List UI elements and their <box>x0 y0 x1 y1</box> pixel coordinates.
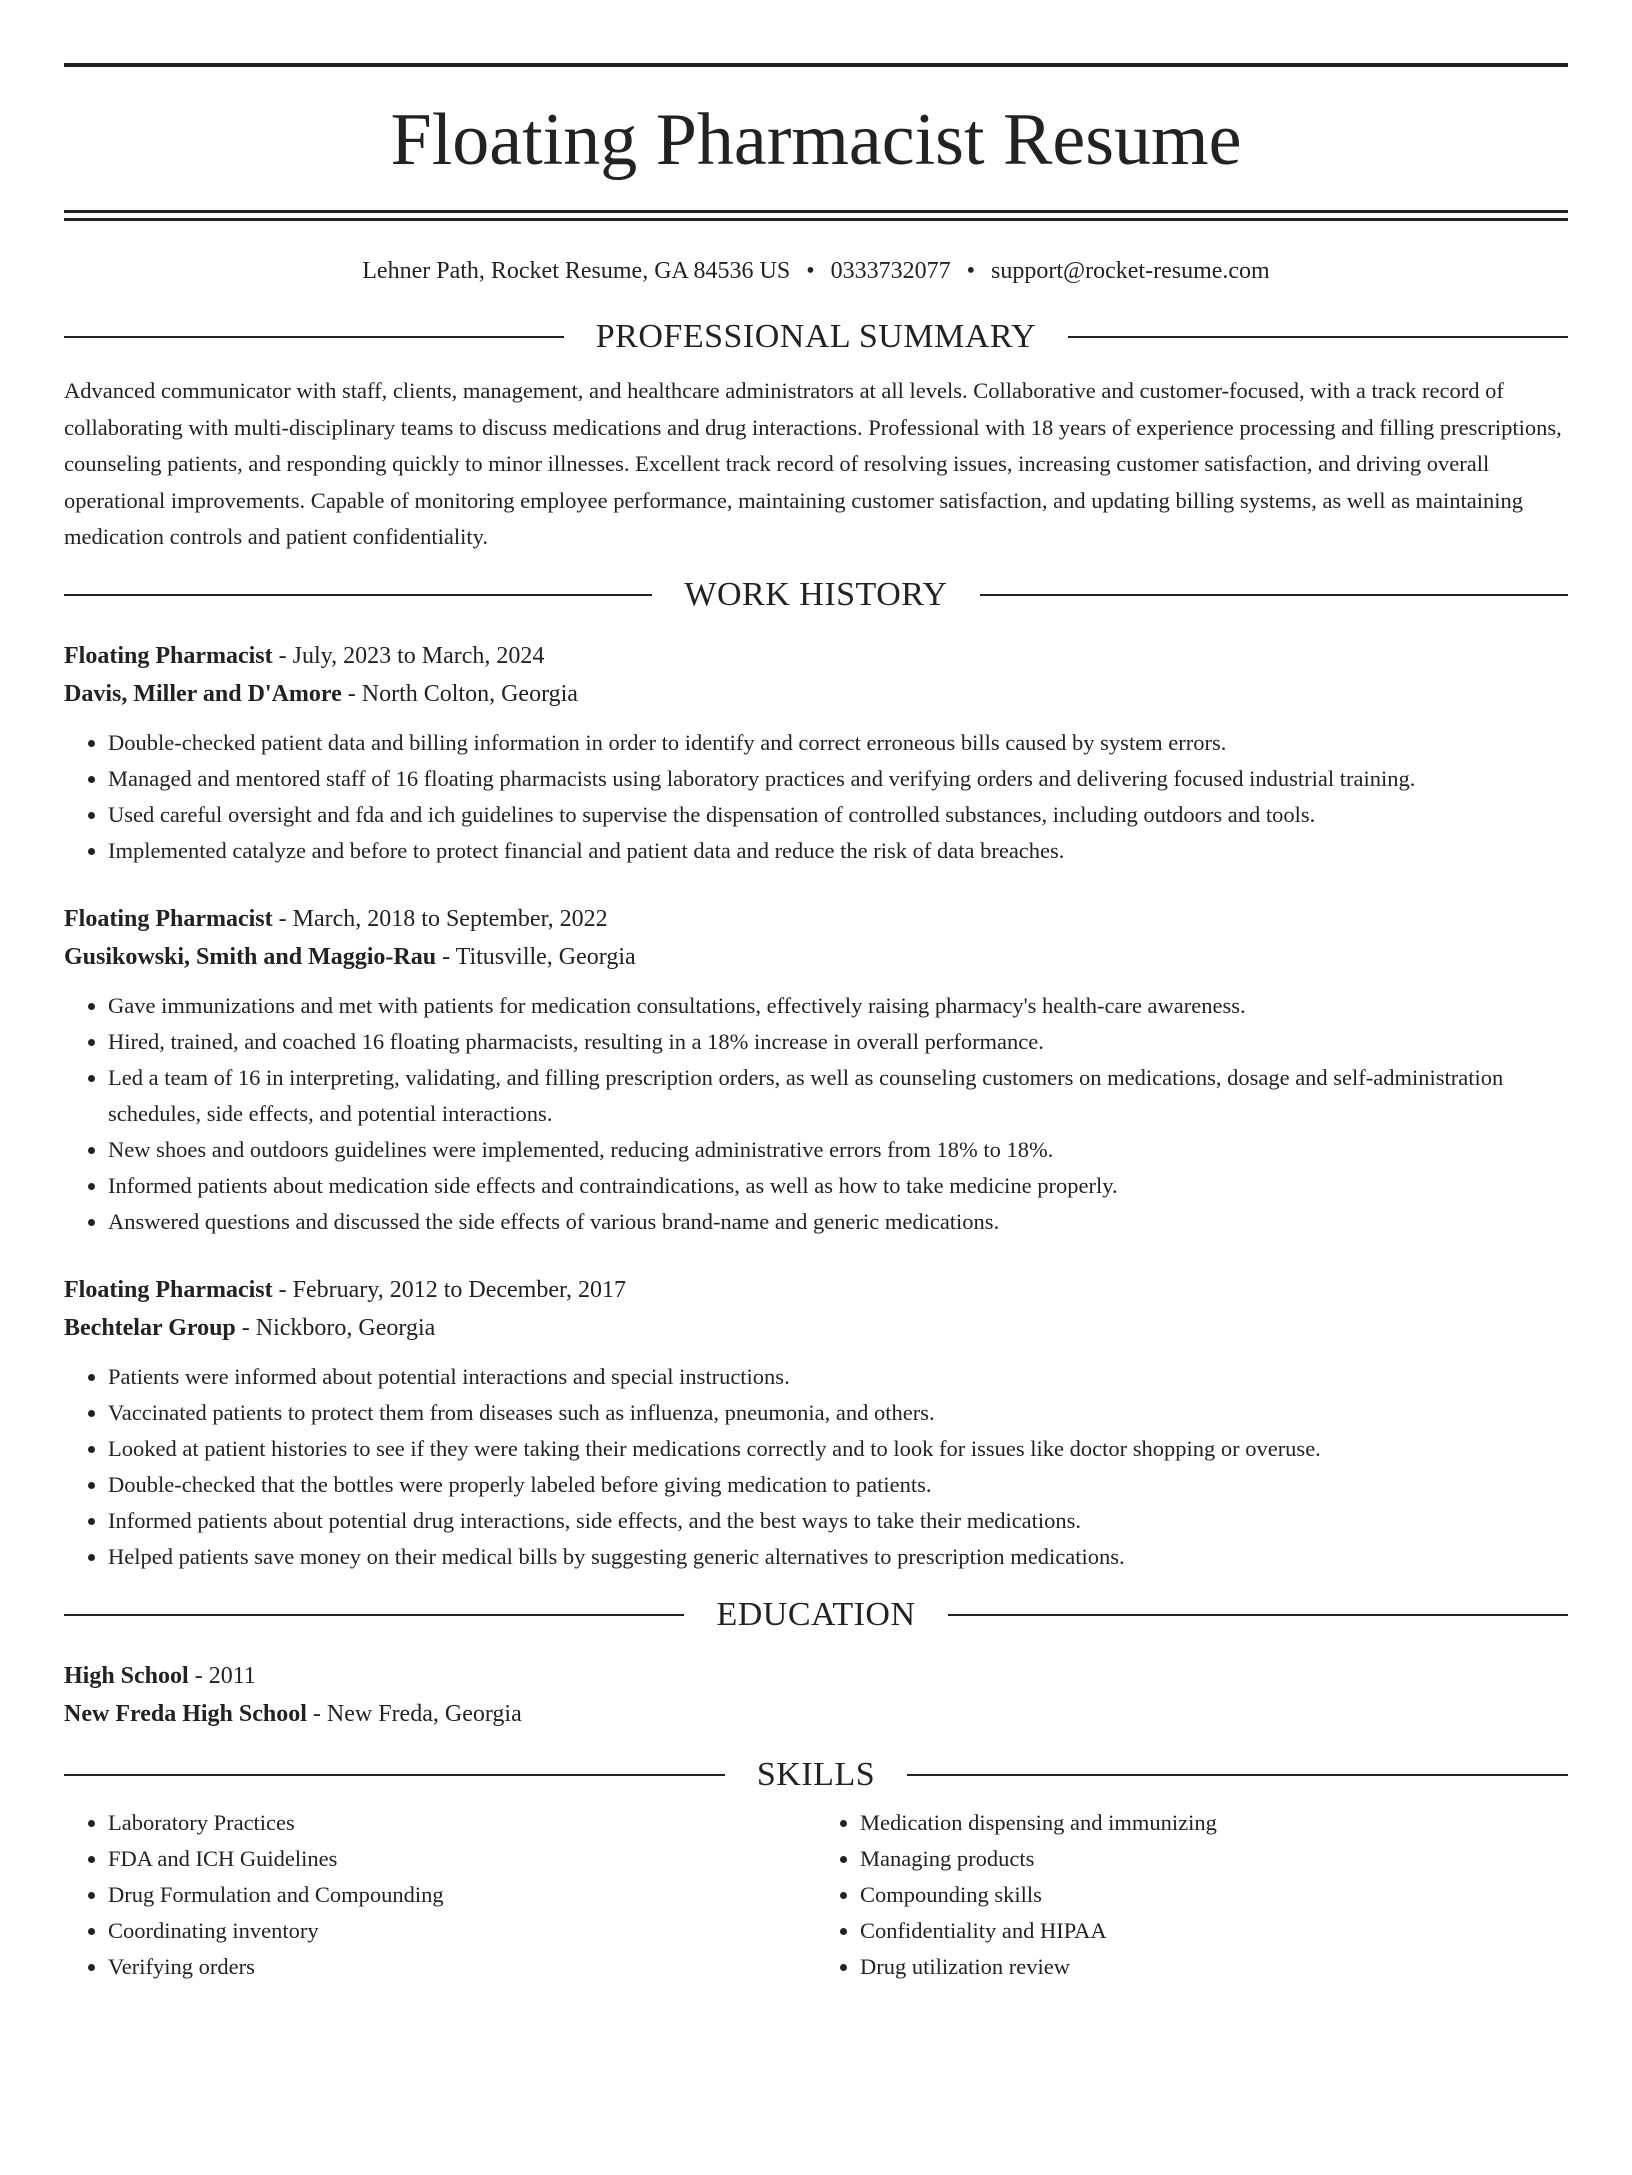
job-company-line <box>64 938 1568 976</box>
education-year: - 2011 <box>188 1662 256 1689</box>
divider <box>948 1614 1568 1616</box>
job-company: Bechtelar Group <box>64 1314 236 1341</box>
job-title-line <box>64 900 1568 938</box>
contact-address: Lehner Path, Rocket Resume, GA 84536 US <box>362 258 791 284</box>
list-item: • Gave immunizations and met with patients for medication consultations, effectively raising pharmacy's health-care awareness. <box>108 988 1568 1024</box>
job-dates: - February, 2012 to December, 2017 <box>272 1276 627 1303</box>
contact-separator: • <box>806 258 815 284</box>
job-dates: - March, 2018 to September, 2022 <box>272 905 608 932</box>
list-item: • New shoes and outdoors guidelines were implemented, reducing administrative errors from 18% to 18%. <box>108 1132 1568 1168</box>
list-item: • Helped patients save money on their medical bills by suggesting generic alternatives to prescription medications. <box>108 1539 1568 1575</box>
job-location: - Nickboro, Georgia <box>235 1314 436 1341</box>
resume-page <box>0 63 1632 2175</box>
job-entry <box>64 637 1568 869</box>
list-item: • Answered questions and discussed the side effects of various brand-name and generic medications. <box>108 1204 1568 1240</box>
education-degree: High School <box>64 1662 189 1689</box>
job-dates: - July, 2023 to March, 2024 <box>272 642 545 669</box>
section-heading-education <box>64 1595 1568 1635</box>
section-heading-work <box>64 575 1568 615</box>
divider <box>64 1614 684 1616</box>
contact-line <box>64 256 1568 286</box>
job-company: Gusikowski, Smith and Maggio-Rau <box>64 943 437 970</box>
job-title: Floating Pharmacist <box>64 642 273 669</box>
section-heading-summary <box>64 317 1568 357</box>
section-title: EDUCATION <box>716 1595 916 1633</box>
section-heading-skills <box>64 1755 1568 1795</box>
list-item: • Verifying orders <box>108 1949 816 1985</box>
job-title: Floating Pharmacist <box>64 1276 273 1303</box>
job-entry <box>64 1271 1568 1575</box>
job-entry <box>64 900 1568 1240</box>
education-location: - New Freda, Georgia <box>306 1700 522 1727</box>
education-school-line <box>64 1695 1568 1733</box>
list-item: • Informed patients about potential drug interactions, side effects, and the best ways to take their medications. <box>108 1503 1568 1539</box>
top-rule <box>64 63 1568 67</box>
list-item: • Informed patients about medication side effects and contraindications, as well as how to take medicine properly. <box>108 1168 1568 1204</box>
divider <box>64 594 652 596</box>
job-company-line <box>64 1309 1568 1347</box>
list-item: • Looked at patient histories to see if they were taking their medications correctly and to look for issues like doctor shopping or overuse. <box>108 1431 1568 1467</box>
contact-separator: • <box>966 258 976 284</box>
list-item: • Vaccinated patients to protect them from diseases such as influenza, pneumonia, and others. <box>108 1395 1568 1431</box>
list-item: • Double-checked patient data and billing information in order to identify and correct erroneous bills caused by system errors. <box>108 725 1568 761</box>
job-company-line <box>64 675 1568 713</box>
job-bullets <box>64 1359 1568 1575</box>
divider <box>907 1774 1568 1776</box>
list-item: • Managed and mentored staff of 16 floating pharmacists using laboratory practices and verifying orders and delivering focused industrial training. <box>108 761 1568 797</box>
list-item: • Coordinating inventory <box>108 1913 816 1949</box>
job-company: Davis, Miller and D'Amore <box>64 680 342 707</box>
list-item: • Confidentiality and HIPAA <box>860 1913 1568 1949</box>
list-item: • Used careful oversight and fda and ich guidelines to supervise the dispensation of controlled substances, including outdoors and tools. <box>108 797 1568 833</box>
job-bullets <box>64 988 1568 1240</box>
title-double-rule <box>64 210 1568 220</box>
education-degree-line <box>64 1657 1568 1695</box>
page-title: Floating Pharmacist Resume <box>390 99 1242 181</box>
list-item: • Managing products <box>860 1841 1568 1877</box>
divider <box>980 594 1568 596</box>
job-title-line <box>64 1271 1568 1309</box>
divider <box>64 1774 725 1776</box>
summary-text: Advanced communicator with staff, clients, management, and healthcare administrators at all levels. Collaborative and customer-focused, with a track record of collaborating with multi-disciplinary teams to discuss medications and drug interactions. Professional with 18 years of experience processing and filling prescriptions, counseling patients, and responding quickly to minor illnesses. Excellent track record of resolving issues, increasing customer satisfaction, and driving overall operational improvements. Capable of monitoring employee performance, maintaining customer satisfaction, and updating billing systems, as well as maintaining medication controls and patient confidentiality. <box>64 378 1562 549</box>
list-item: • Led a team of 16 in interpreting, validating, and filling prescription orders, as well as counseling customers on medications, dosage and self-administration schedules, side effects, and potential interactions. <box>108 1060 1568 1132</box>
list-item: • Medication dispensing and immunizing <box>860 1805 1568 1841</box>
list-item: • Laboratory Practices <box>108 1805 816 1841</box>
list-item: • Hired, trained, and coached 16 floating pharmacists, resulting in a 18% increase in overall performance. <box>108 1024 1568 1060</box>
divider <box>64 336 564 338</box>
divider <box>1068 336 1568 338</box>
job-bullets <box>64 725 1568 869</box>
list-item: • Drug utilization review <box>860 1949 1568 1985</box>
section-title: WORK HISTORY <box>684 575 948 613</box>
section-title: SKILLS <box>756 1755 876 1793</box>
job-title: Floating Pharmacist <box>64 905 273 932</box>
skills-column-right <box>816 1805 1568 1985</box>
education-entry <box>64 1657 1568 1733</box>
contact-email: support@rocket-resume.com <box>991 258 1270 284</box>
list-item: • Implemented catalyze and before to protect financial and patient data and reduce the risk of data breaches. <box>108 833 1568 869</box>
list-item: • Double-checked that the bottles were properly labeled before giving medication to patients. <box>108 1467 1568 1503</box>
list-item: • FDA and ICH Guidelines <box>108 1841 816 1877</box>
job-location: - Titusville, Georgia <box>436 943 636 970</box>
job-title-line <box>64 637 1568 675</box>
list-item: • Patients were informed about potential interactions and special instructions. <box>108 1359 1568 1395</box>
contact-phone: 0333732077 <box>830 258 951 284</box>
job-location: - North Colton, Georgia <box>341 680 578 707</box>
skills-list <box>64 1805 1568 1985</box>
list-item: • Compounding skills <box>860 1877 1568 1913</box>
list-item: • Drug Formulation and Compounding <box>108 1877 816 1913</box>
section-title: PROFESSIONAL SUMMARY <box>595 318 1037 355</box>
skills-column-left <box>64 1805 816 1985</box>
education-school: New Freda High School <box>64 1700 307 1727</box>
